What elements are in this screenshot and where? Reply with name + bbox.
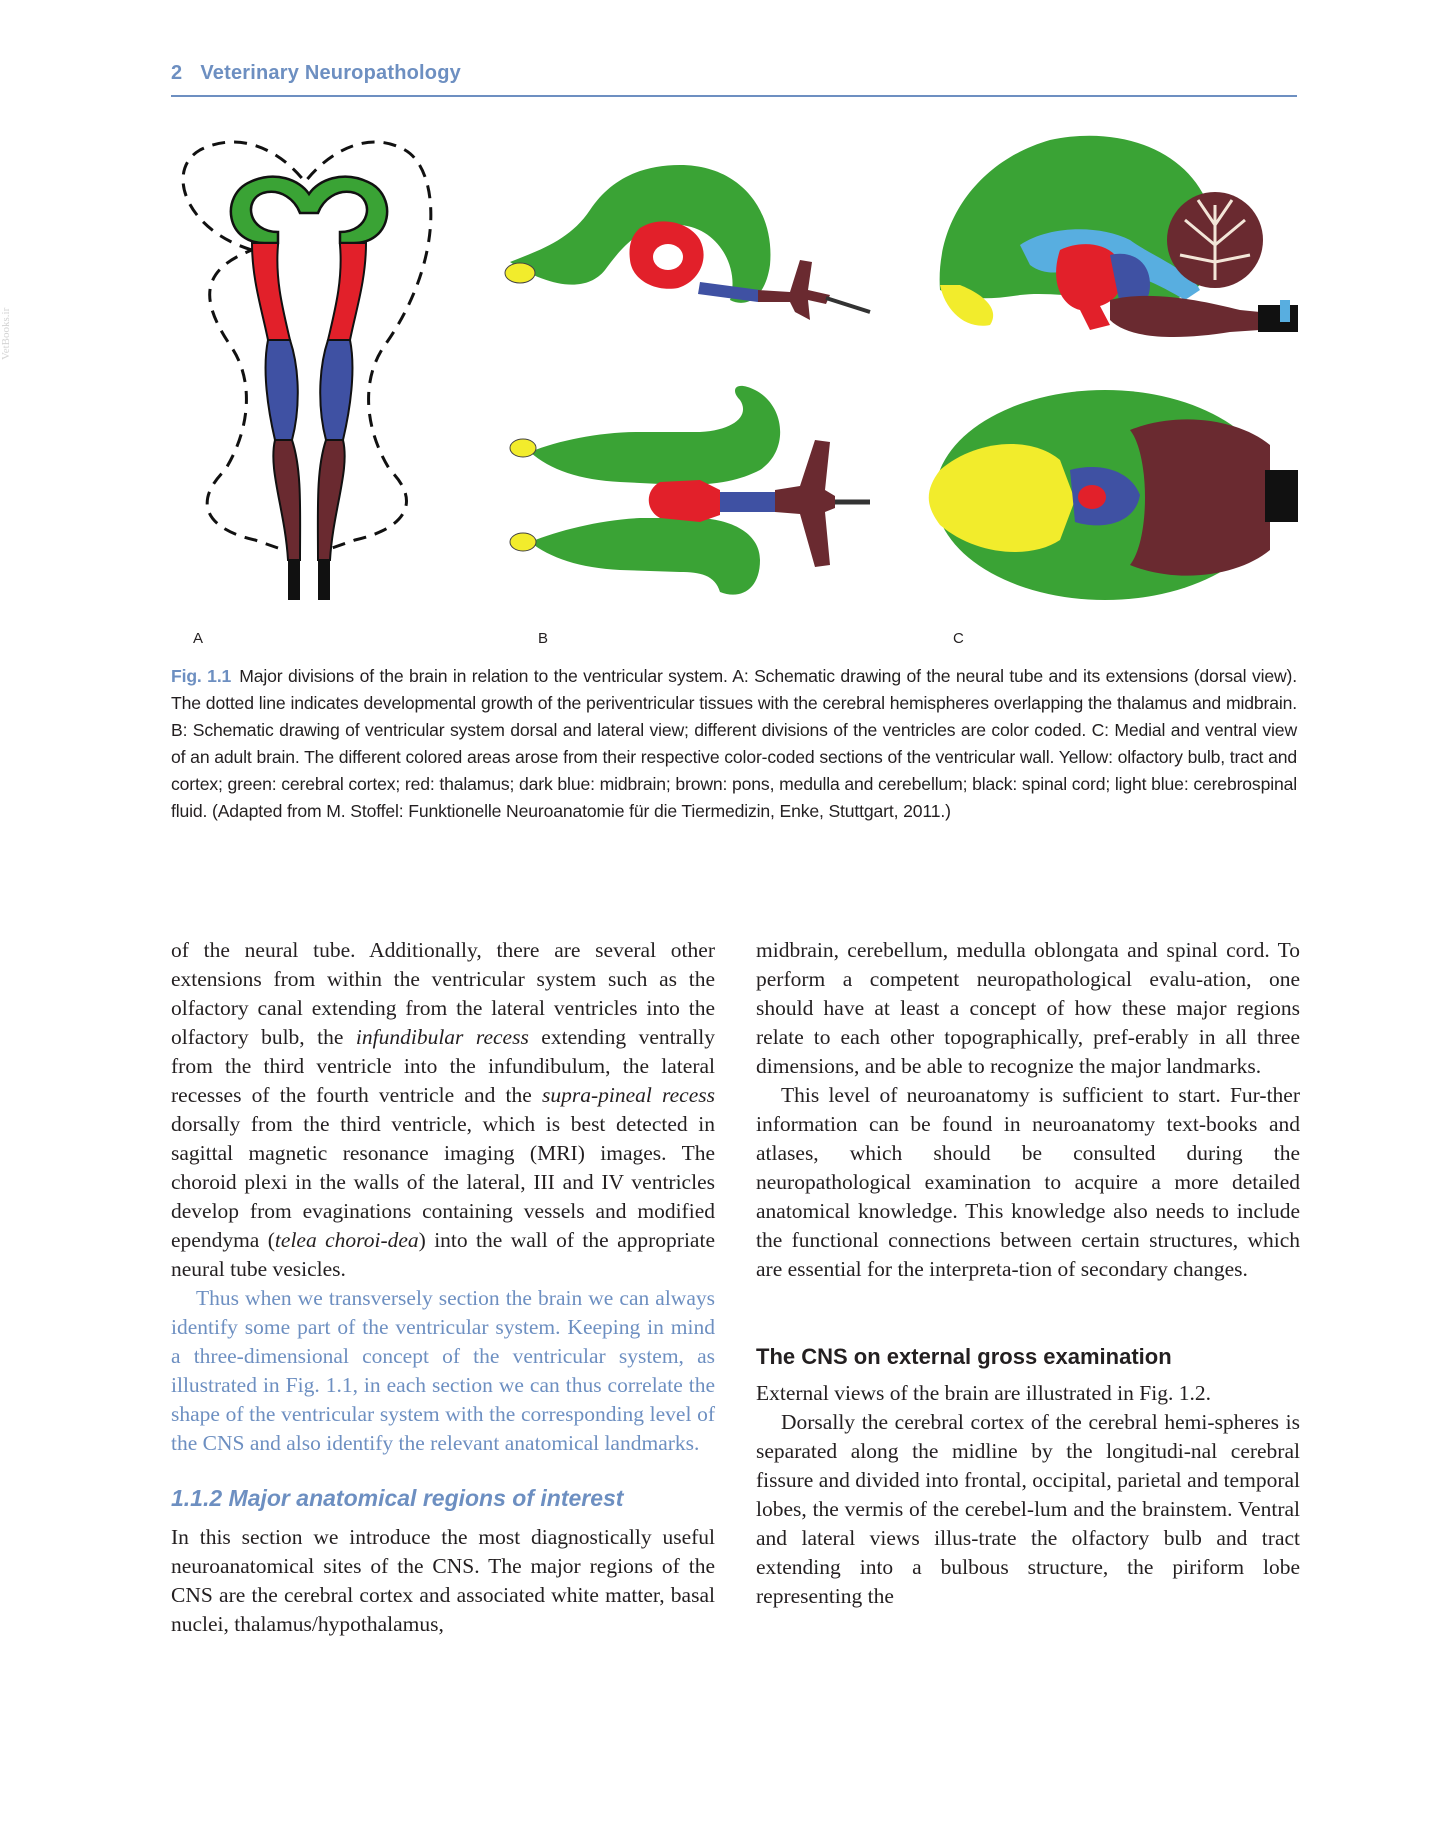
- panel-b-lateral-view: [505, 165, 870, 320]
- right-paragraph-4: Dorsally the cerebral cortex of the cerebral hemi-spheres is separated along the midline by the longitudi-nal cerebral fissure and divided into frontal, occipital, parietal and temporal lobes, the vermis of the cerebel-lum and the brainstem. Ventral and lateral views illus-trate the olfactory bulb and tract extending into a bulbous structure, the piriform lobe representing the: [756, 1410, 1300, 1608]
- figure-caption-label: Fig. 1.1: [171, 666, 232, 686]
- right-paragraph-1: midbrain, cerebellum, medulla oblongata and spinal cord. To perform a competent neuropathological evalu-ation, one should have at least a concept of how these major regions relate to each other topographically, pref-erably in all three dimensions, and be able to recognize the major landmarks.: [756, 938, 1300, 1078]
- third-ventricle-red-dorsal: [649, 480, 720, 522]
- diencephalon-red-right: [328, 243, 366, 340]
- watermark: VetBooks.ir: [0, 307, 12, 360]
- hindbrain-brown-ventral: [1130, 419, 1270, 575]
- section-heading-1-1-2: 1.1.2 Major anatomical regions of interest: [171, 1485, 624, 1511]
- left-paragraph-3: In this section we introduce the most diagnostically useful neuroanatomical sites of the CNS. The major regions of the CNS are the cerebral cortex and associated white matter, basal nuclei, thalamus/hypothalamus,: [171, 1525, 715, 1636]
- central-canal-lateral: [826, 298, 870, 312]
- figure-1-1-illustration: [0, 0, 1445, 640]
- lateral-ventricle-green-upper: [530, 386, 780, 485]
- aqueduct-blue-dorsal: [720, 492, 775, 512]
- panel-label-c: C: [953, 630, 964, 647]
- book-title: Veterinary Neuropathology: [200, 62, 461, 84]
- right-column: [756, 936, 1300, 1611]
- figure-caption-text: Major divisions of the brain in relation to the ventricular system. A: Schematic drawing of the neural tube and its extensions (dorsal view). The dotted line indicates developmental growth of the periventricular tissues with the cerebral hemispheres overlapping the thalamus and midbrain. B: Schematic drawing of ventricular system dorsal and lateral view; different divisions of the ventricles are color coded. C: Medial and ventral view of an adult brain. The different colored areas arose from their respective color-coded sections of the ventricular wall. Yellow: olfactory bulb, tract and cortex; green: cerebral cortex; red: thalamus; dark blue: midbrain; brown: pons, medulla and cerebellum; black: spinal cord; light blue: cerebrospinal fluid. (Adapted from M. Stoffel: Funktionelle Neuroanatomie für die Tiermedizin, Enke, Stuttgart, 2011.): [171, 666, 1297, 821]
- mesencephalon-blue-right: [320, 340, 352, 440]
- right-paragraph-3: External views of the brain are illustrated in Fig. 1.2.: [756, 1381, 1211, 1405]
- term-infundibular-recess: infundibular recess: [355, 1025, 529, 1049]
- text-run: extending ventrally from the third ventricle into the infundibulum, the lateral recesses of the fourth ventricle and the: [171, 1025, 715, 1107]
- page-number: 2: [171, 62, 183, 84]
- lateral-ventricle-green-lower: [530, 518, 760, 595]
- panel-b-dorsal-view: [510, 386, 870, 595]
- hypothalamus-red-ventral: [1078, 485, 1106, 509]
- panel-label-b: B: [538, 630, 549, 647]
- term-suprapineal-recess: supra-pineal recess: [541, 1083, 715, 1107]
- text-run: of the neural tube. Additionally, there are several other extensions from within the ventricular system such as the olfactory canal extending from the lateral ventricles into the olfactory bulb, the: [171, 938, 715, 1049]
- csf-canal-light-blue-medial: [1280, 300, 1290, 322]
- left-paragraph-1: [171, 936, 715, 1284]
- spinal-cord-black-left: [288, 560, 300, 600]
- olfactory-bulb-yellow-lateral: [505, 263, 535, 283]
- olfactory-bulb-yellow-lower: [510, 533, 536, 551]
- figure-caption: [171, 663, 1297, 825]
- brainstem-brown-medial: [1110, 296, 1260, 337]
- spinal-cord-black-ventral: [1265, 470, 1298, 522]
- text-run: dorsally from the third ventricle, which is best detected in sagittal magnetic resonance imaging (MRI) images. The choroid plexi in the walls of the lateral, III and IV ventricles develop from evaginations containing vessels and modified ependyma (: [171, 1112, 715, 1252]
- left-paragraph-2-highlight: Thus when we transversely section the brain we can always identify some part of the ventricular system. Keeping in mind a three-dimensional concept of the ventricular system, as illustrated in Fig. 1.1, in each section we can thus correlate the shape of the ventricular system with the corresponding level of the CNS and also identify the relevant anatomical landmarks.: [171, 1286, 715, 1455]
- term-telea-choroidea: telea choroi-dea: [274, 1228, 419, 1252]
- section-heading-external-gross: The CNS on external gross examination: [756, 1344, 1172, 1369]
- spinal-cord-black-medial: [1258, 305, 1298, 332]
- rhombencephalon-brown-left: [273, 440, 300, 560]
- interthalamic-adhesion: [653, 244, 683, 270]
- panel-label-a: A: [193, 630, 204, 647]
- olfactory-bulb-yellow-upper: [510, 439, 536, 457]
- telencephalon-green: [231, 177, 387, 243]
- fourth-ventricle-brown-dorsal: [775, 440, 835, 567]
- diencephalon-red-left: [252, 243, 290, 340]
- right-paragraph-2: This level of neuroanatomy is sufficient to start. Fur-ther information can be found in neuroanatomy text-books and atlases, which should be consulted during the neuropathological examination to acquire a more detailed anatomical knowledge. This knowledge also needs to include the functional connections between certain structures, which are essential for the interpreta-tion of secondary changes.: [756, 1083, 1300, 1281]
- text-run: ) into the wall of the appropriate neural tube vesicles.: [171, 1228, 715, 1281]
- panel-c-medial-view: [940, 136, 1298, 337]
- rhombencephalon-brown-right: [318, 440, 345, 560]
- panel-a-neural-tube: [183, 142, 431, 600]
- mesencephalon-blue-left: [266, 340, 298, 440]
- panel-c-ventral-view: [929, 390, 1298, 600]
- left-column: [171, 936, 715, 1639]
- spinal-cord-black-right: [318, 560, 330, 600]
